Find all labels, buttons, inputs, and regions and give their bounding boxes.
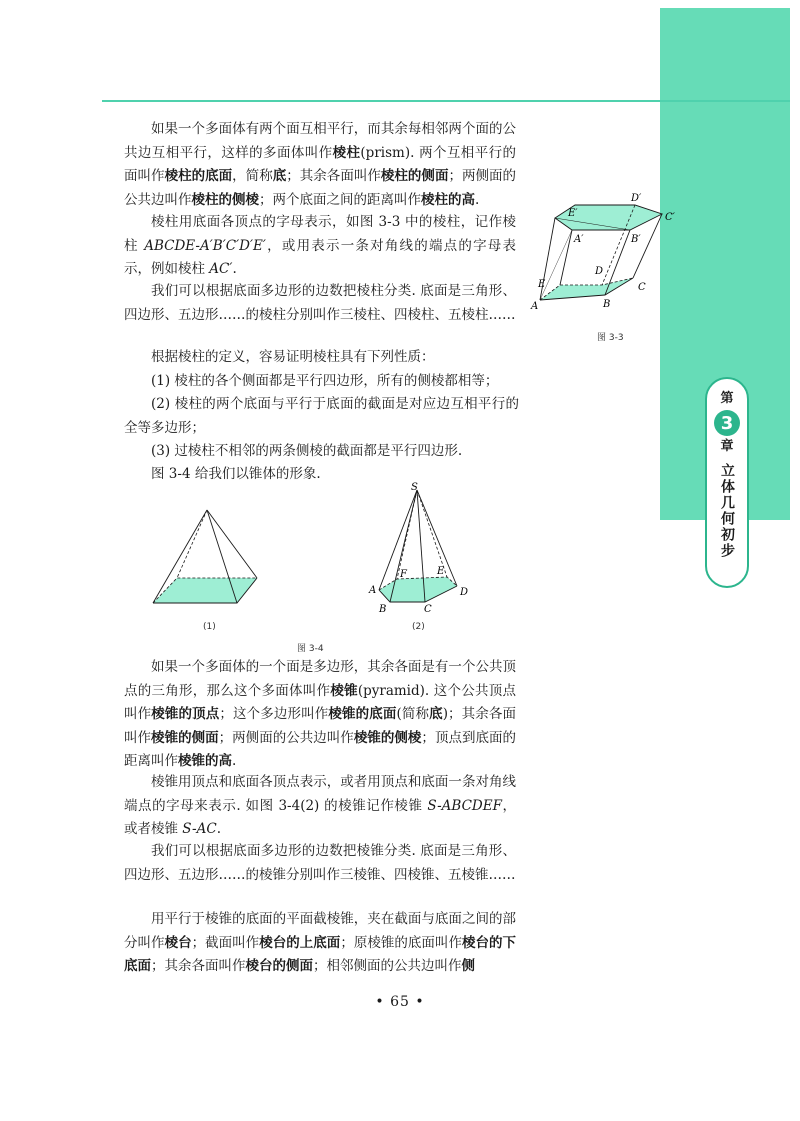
label-D1: D′ xyxy=(631,193,642,204)
text-run: ，简称 xyxy=(232,168,273,184)
label-A1: A′ xyxy=(574,234,584,245)
paragraph-property-1 xyxy=(124,370,519,394)
term-bold: 棱锥的底面 xyxy=(328,706,397,722)
text-run: ；两个底面之间的距离叫作 xyxy=(259,191,421,208)
text-run: ，或用表示一条对角线的端点的字母表示，例如棱柱 xyxy=(124,237,517,277)
text-run: 棱柱用底面各顶点的字母表示，如图 3-3 中的棱柱，记作棱柱 xyxy=(124,214,516,254)
page-number: • 65 • xyxy=(375,994,425,1010)
chapter-title: 立体几何初步 xyxy=(719,463,735,559)
paragraph-frustum-definition xyxy=(124,908,516,979)
chapter-number-badge: 3 xyxy=(714,410,740,436)
text-run: ；顶点到底面的距离叫作 xyxy=(124,729,517,769)
paragraph-pyramid-notation xyxy=(124,771,516,842)
text-run: ，或者棱锥 xyxy=(124,797,517,837)
chapter-prefix: 第 xyxy=(720,391,734,406)
label-E: E xyxy=(538,279,546,290)
label-C: C xyxy=(424,604,432,615)
label-D: D xyxy=(460,587,469,598)
text-run: (2) 棱柱的两个底面与平行于底面的截面是对应边互相平行的全等多边形； xyxy=(124,396,519,436)
term-bold: 棱锥的高 xyxy=(178,753,232,769)
term-bold: 棱锥的侧面 xyxy=(151,729,219,746)
label-A: A xyxy=(369,585,377,596)
text-run: ；这个多边形叫作 xyxy=(219,706,329,722)
text-run: 棱锥用顶点和底面各顶点表示，或者用顶点和底面一条对角线端点的字母来表示. 如图 3-4(2) 的棱锥记作棱锥 xyxy=(124,774,516,814)
term-bold: 棱柱 xyxy=(332,144,361,161)
label-E1: E′ xyxy=(568,208,578,219)
paragraph-prism-classification xyxy=(124,280,516,327)
term-bold: 棱柱的侧面 xyxy=(380,168,449,184)
text-run: ；原棱锥的底面叫作 xyxy=(340,934,462,951)
hexagonal-pyramid-diagram xyxy=(365,482,480,617)
text-run: ；截面叫作 xyxy=(191,934,260,951)
term-bold: 棱锥 xyxy=(330,682,358,699)
text-run: (简称 xyxy=(396,706,430,722)
paragraph-pyramid-classification xyxy=(124,840,516,887)
term-bold: 棱台的上底面 xyxy=(259,934,341,951)
prism-edge-EE1 xyxy=(560,230,572,285)
math-notation: S-AC xyxy=(182,821,217,837)
label-A: A xyxy=(531,301,539,312)
term-bold: 棱柱的高 xyxy=(421,191,475,208)
label-C: C xyxy=(638,282,646,293)
paragraph-prism-definition xyxy=(124,118,516,212)
label-B1: B′ xyxy=(631,234,641,245)
term-bold: 棱台的下底面 xyxy=(124,934,517,974)
text-run: ；两侧面的公共边叫作 xyxy=(218,729,354,746)
term-bold: 棱台的侧面 xyxy=(245,958,313,974)
text-run: (prism). 两个互相平行的面叫作 xyxy=(124,144,517,184)
term-bold: 棱柱的侧棱 xyxy=(191,191,259,208)
math-notation: AC′ xyxy=(209,261,233,277)
paragraph-property-3 xyxy=(124,440,519,464)
figure-3-4-sub1: (1) xyxy=(203,622,216,632)
text-run: . xyxy=(232,753,237,769)
paragraph-prism-properties-intro xyxy=(124,346,519,370)
text-run: . xyxy=(232,261,237,277)
label-D: D xyxy=(595,266,604,277)
label-B: B xyxy=(603,299,611,310)
label-S: S xyxy=(411,482,418,493)
term-bold: 侧 xyxy=(461,958,475,974)
text-run: . xyxy=(216,821,221,837)
chapter-tab[interactable] xyxy=(705,377,749,588)
label-B: B xyxy=(379,604,387,615)
pyramid1-edge-back xyxy=(177,510,207,578)
text-run: 根据棱柱的定义，容易证明棱柱具有下列性质： xyxy=(151,349,435,365)
text-run: 我们可以根据底面多边形的边数把棱锥分类. 底面是三角形、四边形、五边形……的棱锥分别叫作三棱锥、四棱锥、五棱锥…… xyxy=(124,843,516,883)
term-bold: 底 xyxy=(429,706,443,722)
term-bold: 棱锥的侧棱 xyxy=(353,729,422,746)
paragraph-prism-notation xyxy=(124,211,516,282)
text-run: 图 3-4 给我们以锥体的形象. xyxy=(151,466,321,482)
chapter-suffix: 章 xyxy=(720,439,734,454)
figure-3-3 xyxy=(530,188,690,318)
figure-3-4-sub2: (2) xyxy=(412,622,425,632)
header-rule xyxy=(102,100,790,102)
text-run: ；相邻侧面的公共边叫作 xyxy=(313,958,462,974)
square-pyramid-diagram xyxy=(145,505,265,610)
label-C1: C′ xyxy=(665,212,675,223)
text-run: ；其余各面叫作 xyxy=(286,168,381,184)
paragraph-property-2 xyxy=(124,393,519,440)
text-run: 如果一个多面体的一个面是多边形，其余各面是有一个公共顶点的三角形，那么这个多面体叫作 xyxy=(124,659,516,699)
text-run: )；其余各面叫作 xyxy=(124,706,517,746)
figure-3-4-caption: 图 3-4 xyxy=(297,644,324,654)
term-bold: 棱台 xyxy=(164,934,192,951)
text-run: (pyramid). 这个公共顶点叫作 xyxy=(124,682,516,722)
pyramid2-edge-SE xyxy=(417,490,447,577)
text-run: 如果一个多面体有两个面互相平行，而其余每相邻两个面的公共边互相平行，这样的多面体叫作 xyxy=(124,121,516,161)
text-run: ；两侧面的公共边叫作 xyxy=(124,168,517,208)
text-run: 用平行于棱锥的底面的平面截棱锥，夹在截面与底面之间的部分叫作 xyxy=(124,911,516,951)
label-E: E xyxy=(437,566,445,577)
text-run: ；其余各面叫作 xyxy=(151,958,246,974)
text-run: 我们可以根据底面多边形的边数把棱柱分类. 底面是三角形、四边形、五边形……的棱柱分别叫作三棱柱、四棱柱、五棱柱…… xyxy=(124,283,516,323)
label-F: F xyxy=(400,569,407,580)
figure-3-4-1 xyxy=(145,505,265,610)
math-notation: ABCDE-A′B′C′D′E′ xyxy=(144,237,266,254)
text-run: (1) 棱柱的各个侧面都是平行四边形，所有的侧棱都相等； xyxy=(151,373,499,389)
term-bold: 棱锥的顶点 xyxy=(151,706,220,722)
figure-3-3-caption: 图 3-3 xyxy=(597,333,624,343)
pyramid1-base-face xyxy=(153,578,257,603)
figure-3-4-2 xyxy=(365,482,480,617)
term-bold: 棱柱的底面 xyxy=(164,168,233,184)
math-notation: S-ABCDEF xyxy=(427,797,502,814)
term-bold: 底 xyxy=(272,168,287,184)
paragraph-pyramid-definition xyxy=(124,656,516,774)
prism-diagram xyxy=(530,188,690,318)
text-run: . xyxy=(475,191,480,208)
text-run: (3) 过棱柱不相邻的两条侧棱的截面都是平行四边形. xyxy=(151,443,463,459)
pyramid1-edge-right xyxy=(207,510,257,578)
